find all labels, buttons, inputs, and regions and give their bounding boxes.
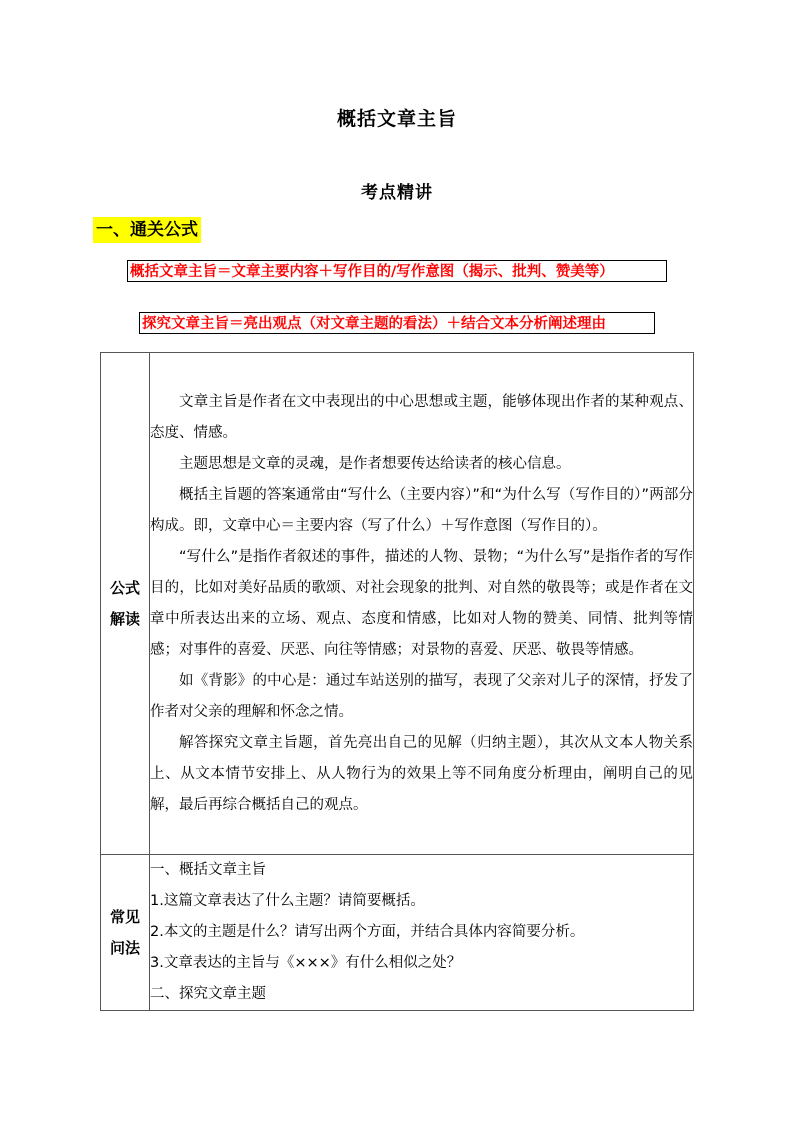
formula-explore-box: 探究文章主旨＝亮出观点（对文章主题的看法）＋结合文本分析阐述理由 (139, 312, 655, 334)
paragraph: “写什么”是指作者叙述的事件，描述的人物、景物；“为什么写”是指作者的写作目的，比如对美好品质的歌颂、对社会现象的批判、对自然的敬畏等；或是作者在文章中所表达出来的立场、观点、态度和情感，比如对人物的赞美、同情、批判等情感；对事件的喜爱、厌恶、向往等情感；对景物的喜爱、厌恶、敬畏等情感。 (150, 548, 693, 658)
label-line: 公式 (109, 578, 140, 597)
table-row-formula-explanation (101, 353, 694, 855)
page-subtitle: 考点精讲 (361, 183, 433, 203)
question-line: 1.这篇文章表达了什么主题？请简要概括。 (150, 893, 425, 909)
question-line: 二、探究文章主题 (150, 986, 266, 1002)
explanation-table (100, 352, 694, 1011)
table-row-common-questions (101, 855, 694, 1011)
section-heading: 一、通关公式 (93, 217, 201, 243)
label-line: 解读 (109, 609, 140, 628)
paragraph: 概括主旨题的答案通常由“写什么（主要内容）”和“为什么写（写作目的）”两部分构成。即，文章中心＝主要内容（写了什么）＋写作意图（写作目的）。 (150, 486, 693, 534)
label-line: 问法 (109, 938, 140, 957)
common-questions-content (150, 855, 694, 1011)
paragraph: 文章主旨是作者在文中表现出的中心思想或主题，能够体现出作者的某种观点、态度、情感。 (150, 393, 693, 441)
question-line: 2.本文的主题是什么？请写出两个方面，并结合具体内容简要分析。 (150, 924, 585, 940)
paragraph: 解答探究文章主旨题，首先亮出自己的见解（归纳主题），其次从文本人物关系上、从文本情节安排上、从人物行为的效果上等不同角度分析理由，阐明自己的见解，最后再综合概括自己的观点。 (150, 734, 693, 813)
paragraph: 主题思想是文章的灵魂，是作者想要传达给读者的核心信息。 (179, 455, 571, 472)
question-line: 一、概括文章主旨 (150, 862, 266, 878)
paragraph: 如《背影》的中心是：通过车站送别的描写，表现了父亲对儿子的深情，抒发了作者对父亲的理解和怀念之情。 (150, 672, 693, 720)
page-title: 概括文章主旨 (336, 108, 457, 130)
question-line: 3.文章表达的主旨与《×××》有什么相似之处？ (150, 955, 462, 971)
row-label-formula-explanation (101, 353, 150, 855)
label-line: 常见 (109, 907, 140, 926)
row-label-common-questions (101, 855, 150, 1011)
formula-explanation-content (150, 353, 694, 855)
formula-summary-box: 概括文章主旨＝文章主要内容＋写作目的/写作意图（揭示、批判、赞美等） (127, 260, 667, 282)
